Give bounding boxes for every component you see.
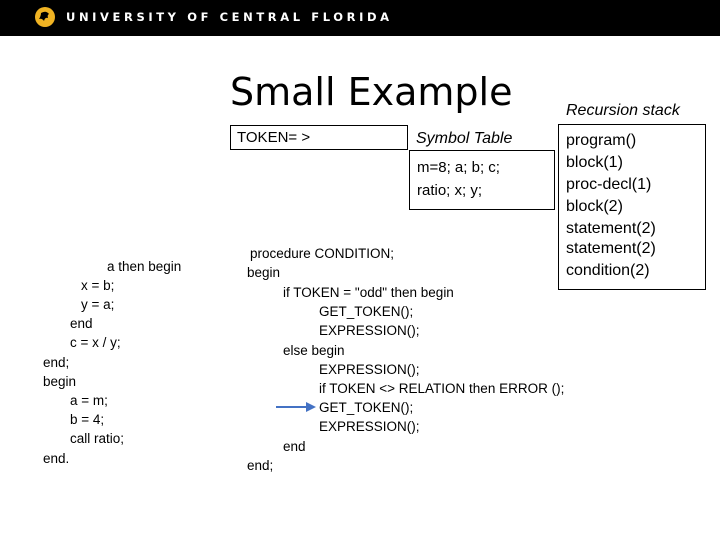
stack-item: program() bbox=[566, 132, 637, 149]
code-line: GET_TOKEN(); bbox=[319, 400, 414, 415]
code-line: x = b; bbox=[81, 278, 115, 293]
code-line: call ratio; bbox=[70, 431, 125, 446]
recursion-stack-box bbox=[558, 124, 706, 290]
code-line: if TOKEN = "odd" then begin bbox=[283, 285, 454, 300]
code-line: if TOKEN <> RELATION then ERROR (); bbox=[319, 381, 565, 396]
code-line: procedure CONDITION; bbox=[250, 246, 395, 261]
recursion-stack-title: Recursion stack bbox=[566, 102, 680, 119]
code-line: end; bbox=[247, 458, 274, 473]
slide-title: Small Example bbox=[230, 70, 513, 114]
stack-item: statement(2) bbox=[566, 240, 656, 257]
code-line: c = x / y; bbox=[70, 335, 121, 350]
code-line: a then begin bbox=[107, 259, 182, 274]
code-line: y = a; bbox=[81, 297, 115, 312]
code-line: EXPRESSION(); bbox=[319, 323, 420, 338]
ucf-pegasus-logo-icon bbox=[34, 6, 56, 28]
stack-item: block(1) bbox=[566, 154, 623, 171]
code-line: a = m; bbox=[70, 393, 108, 408]
university-name: UNIVERSITY OF CENTRAL FLORIDA bbox=[66, 10, 393, 24]
symbol-table-box bbox=[409, 150, 555, 210]
stack-item: proc-decl(1) bbox=[566, 176, 652, 193]
code-line: end bbox=[283, 439, 306, 454]
right-arrow-icon bbox=[276, 400, 316, 414]
token-label: TOKEN= > bbox=[237, 129, 311, 146]
symbol-table-title: Symbol Table bbox=[416, 130, 513, 147]
stack-item: statement(2) bbox=[566, 220, 656, 237]
code-line: b = 4; bbox=[70, 412, 105, 427]
symbol-table-line: m=8; a; b; c; bbox=[417, 159, 500, 176]
stack-item: condition(2) bbox=[566, 262, 650, 279]
token-box bbox=[230, 125, 408, 150]
code-line: else begin bbox=[283, 343, 345, 358]
code-line: end. bbox=[43, 451, 70, 466]
code-line: GET_TOKEN(); bbox=[319, 304, 414, 319]
code-line: end; bbox=[43, 355, 70, 370]
code-line: EXPRESSION(); bbox=[319, 362, 420, 377]
code-line: end bbox=[70, 316, 93, 331]
symbol-table-line: ratio; x; y; bbox=[417, 182, 483, 199]
code-line: EXPRESSION(); bbox=[319, 419, 420, 434]
header-bar bbox=[0, 0, 720, 36]
code-line: begin bbox=[43, 374, 77, 389]
stack-item: block(2) bbox=[566, 198, 623, 215]
code-line: begin bbox=[247, 265, 281, 280]
